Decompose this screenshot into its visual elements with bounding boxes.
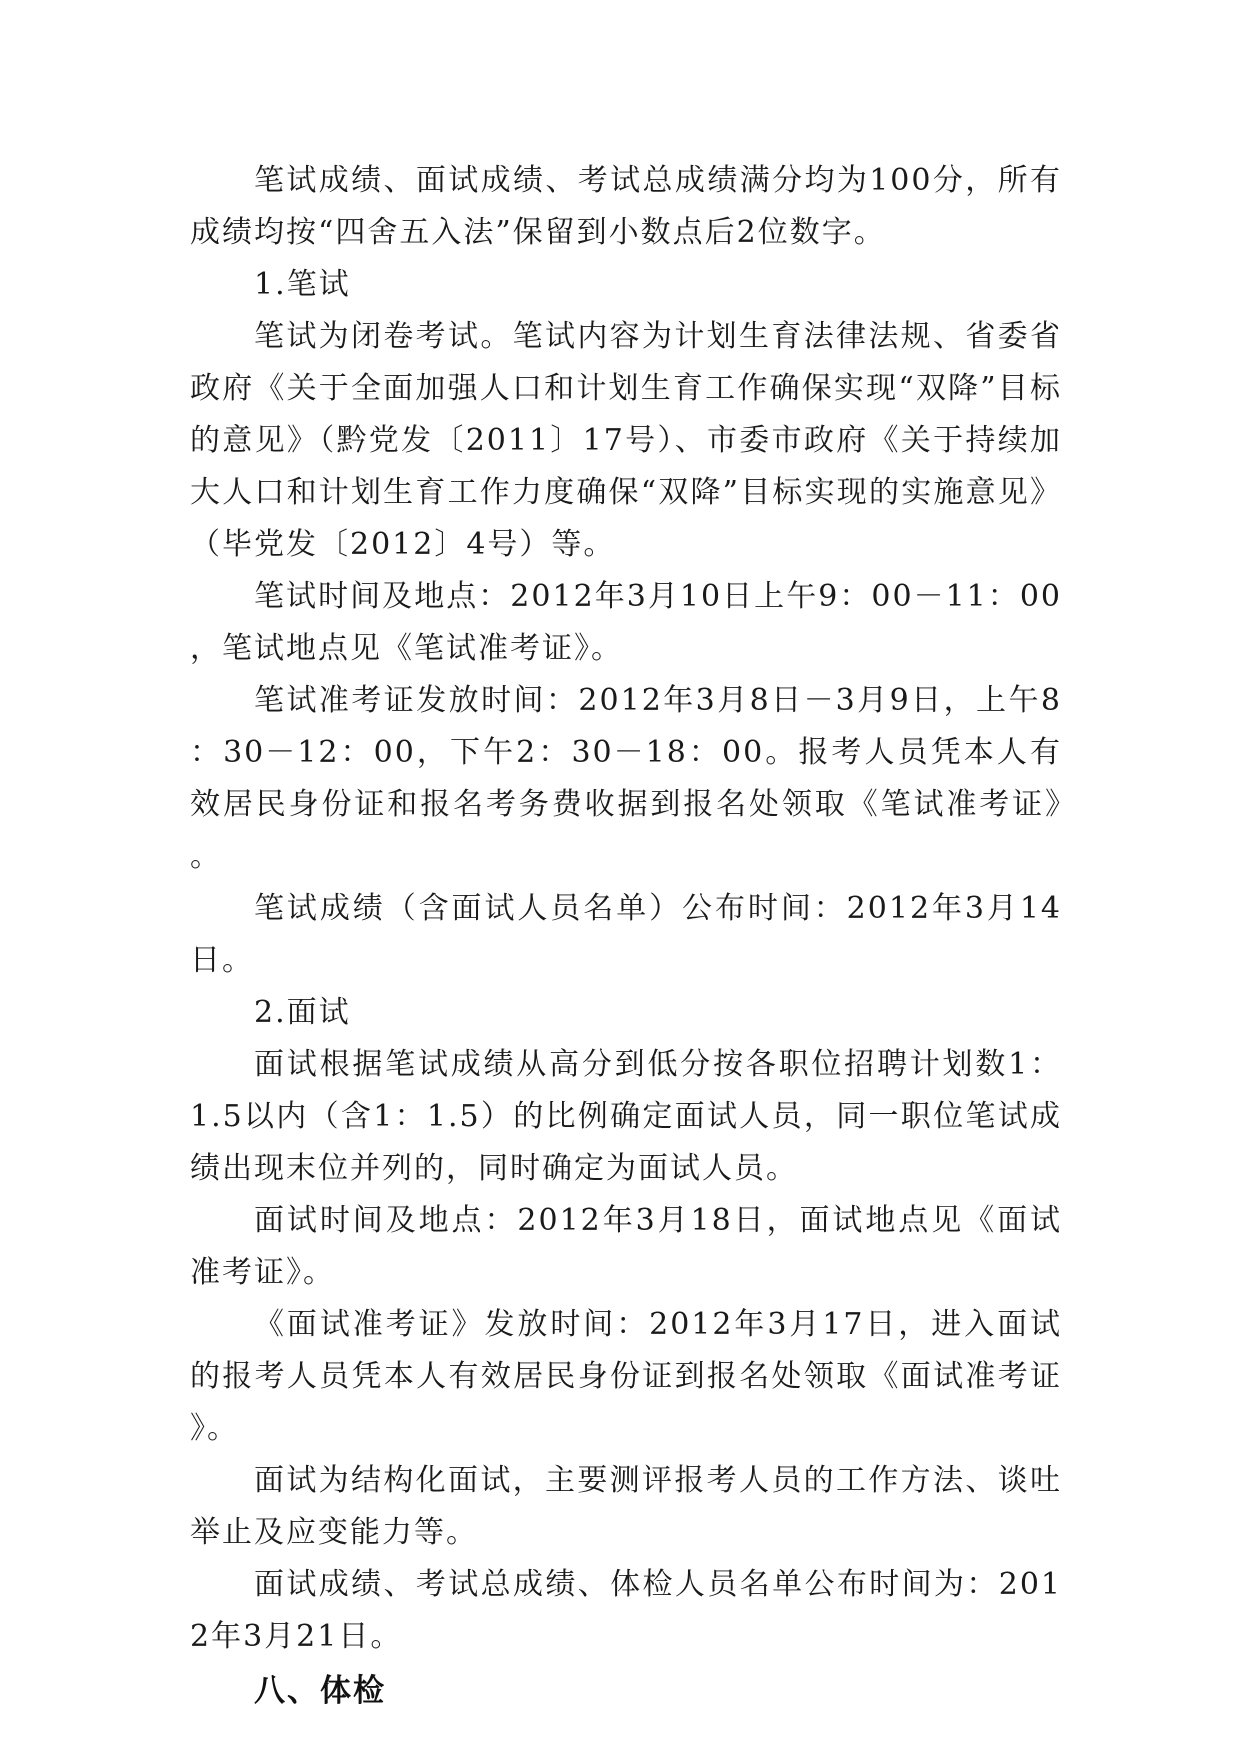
paragraph-written-exam-content: 笔试为闭卷考试。笔试内容为计划生育法律法规、省委省政府《关于全面加强人口和计划生育工作确保实现“双降”目标的意见》（黔党发〔2011〕17号）、市委市政府《关于持续加大人口和计划生育工作力度确保“双降”目标实现的实施意见》（毕党发〔2012〕4号）等。 [190,319,1062,562]
document-body [190,155,1062,1719]
paragraph-final-results: 面试成绩、考试总成绩、体检人员名单公布时间为：2012年3月21日。 [190,1567,1062,1654]
paragraph-interview-time: 面试时间及地点：2012年3月18日，面试地点见《面试准考证》。 [190,1203,1062,1290]
paragraph-written-exam-time: 笔试时间及地点：2012年3月10日上午9：00－11：00，笔试地点见《笔试准考证》。 [190,579,1062,666]
paragraph-interview-ticket: 《面试准考证》发放时间：2012年3月17日，进入面试的报考人员凭本人有效居民身份证到报名处领取《面试准考证》。 [190,1307,1062,1446]
section-heading-physical-exam: 八、体检 [254,1673,386,1709]
paragraph-interview-selection: 面试根据笔试成绩从高分到低分按各职位招聘计划数1：1.5以内（含1：1.5）的比例确定面试人员，同一职位笔试成绩出现末位并列的，同时确定为面试人员。 [190,1047,1062,1186]
paragraph-score-rules: 笔试成绩、面试成绩、考试总成绩满分均为100分，所有成绩均按“四舍五入法”保留到小数点后2位数字。 [190,163,1062,250]
paragraph-interview-format: 面试为结构化面试，主要测评报考人员的工作方法、谈吐举止及应变能力等。 [190,1463,1062,1550]
paragraph-written-results: 笔试成绩（含面试人员名单）公布时间：2012年3月14日。 [190,891,1062,978]
subheading-interview: 2.面试 [254,995,351,1030]
paragraph-admission-ticket: 笔试准考证发放时间：2012年3月8日－3月9日，上午8：30－12：00，下午2：30－18：00。报考人员凭本人有效居民身份证和报名考务费收据到报名处领取《笔试准考证》。 [190,683,1062,874]
subheading-written-exam: 1.笔试 [254,267,351,302]
